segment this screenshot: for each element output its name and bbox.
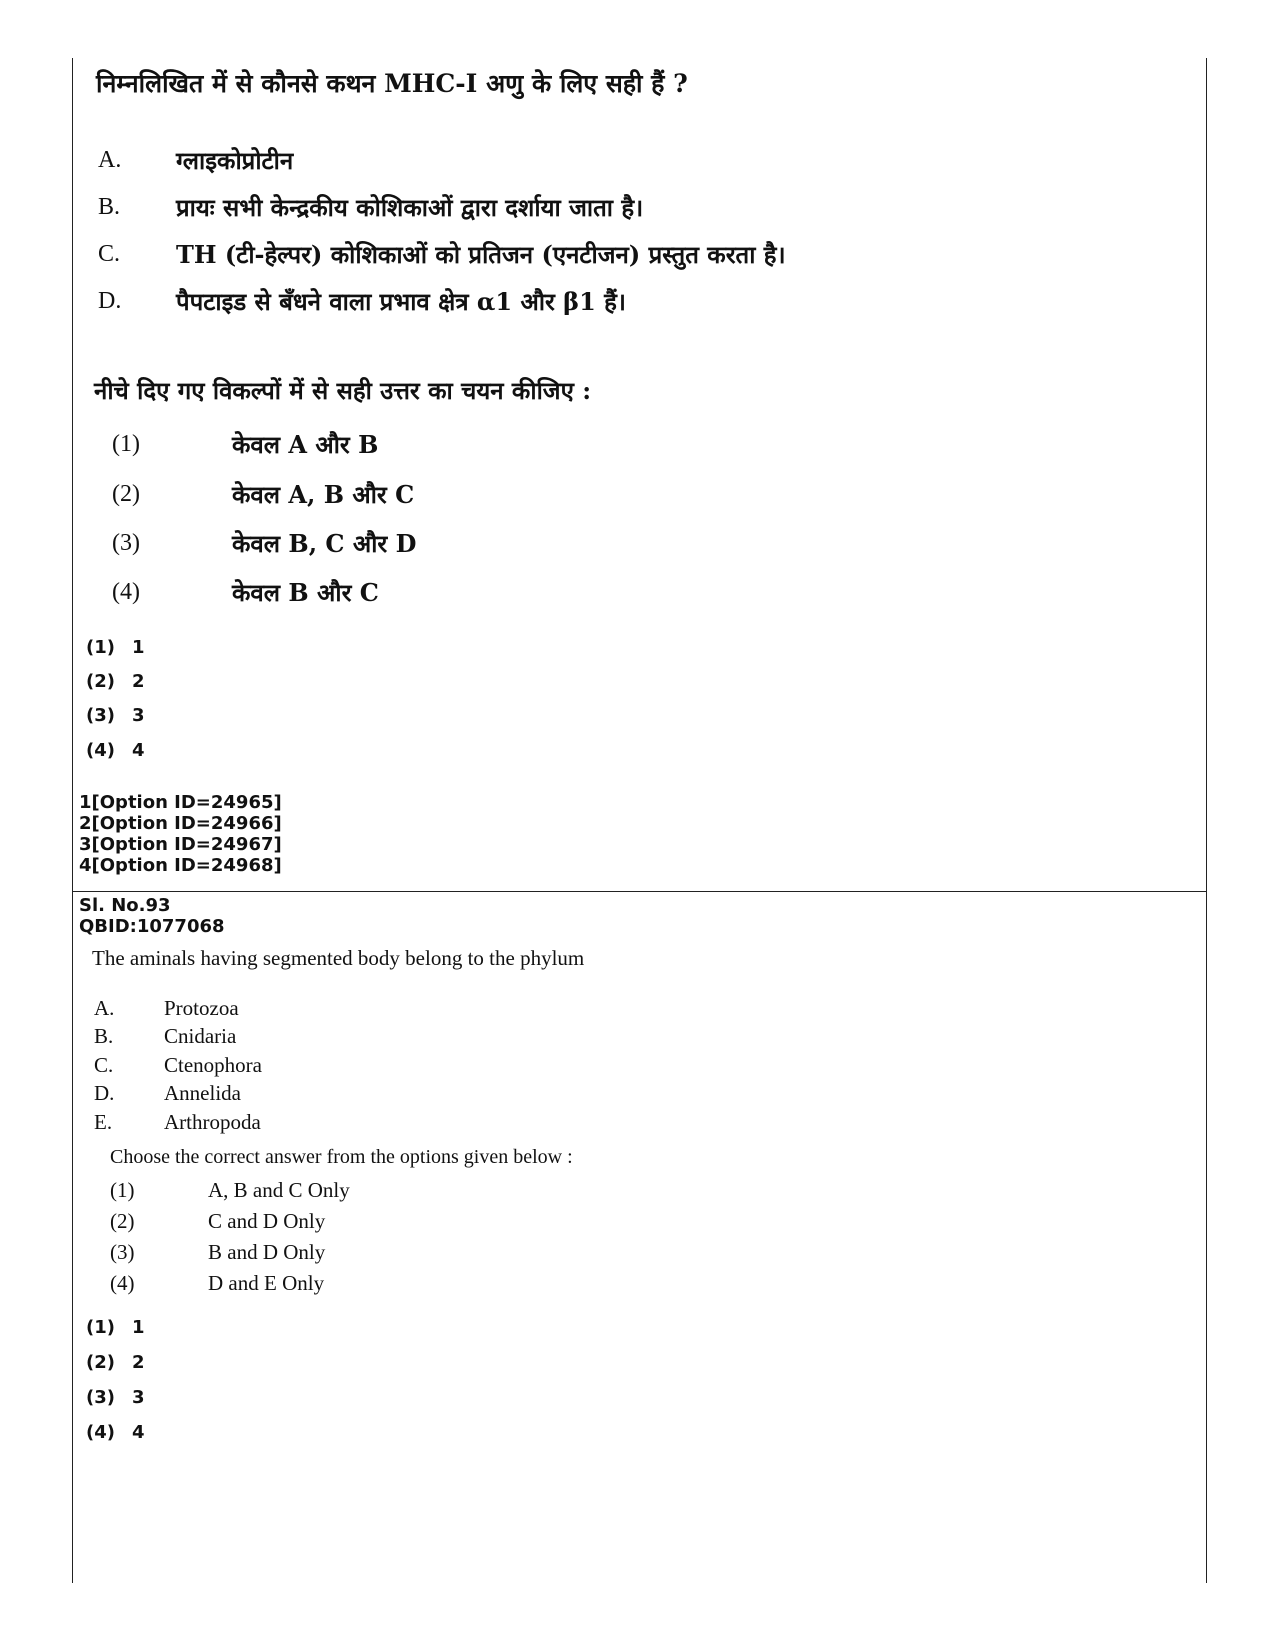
q92-stem: निम्नलिखित में से कौनसे कथन MHC-I अणु के लिए सही हैं ? <box>96 69 688 98</box>
statement-text: Ctenophora <box>164 1052 262 1077</box>
option-number: (1) <box>110 1177 135 1202</box>
answer-number: (1) <box>86 1317 115 1338</box>
statement-text: Arthropoda <box>164 1109 261 1134</box>
option-number: (3) <box>110 1239 135 1264</box>
q93-answer-4[interactable] <box>86 1422 145 1443</box>
q93-option-4 <box>110 1268 324 1298</box>
q92-option-4 <box>112 572 379 612</box>
answer-value: 1 <box>132 1317 145 1338</box>
statement-text: पैपटाइड से बँधने वाला प्रभाव क्षेत्र α1 और β1 हैं। <box>176 286 627 316</box>
answer-value: 1 <box>132 637 145 658</box>
q92-option-3 <box>112 523 416 563</box>
q92-answer-1[interactable] <box>86 637 145 658</box>
answer-value: 2 <box>132 1352 145 1373</box>
statement-text: ग्लाइकोप्रोटीन <box>176 145 294 175</box>
option-number: (3) <box>112 529 140 556</box>
statement-label: A. <box>98 146 122 173</box>
statement-label: B. <box>98 193 121 220</box>
serial-number: Sl. No.93 <box>79 895 171 916</box>
answer-number: (4) <box>86 1422 115 1443</box>
answer-value: 3 <box>132 1387 145 1408</box>
q93-statement-a <box>94 994 239 1022</box>
statement-text: Protozoa <box>164 995 239 1020</box>
q92-option-2 <box>112 474 414 514</box>
statement-text: Cnidaria <box>164 1023 237 1048</box>
q92-statement-c <box>98 234 786 274</box>
answer-number: (2) <box>86 1352 115 1373</box>
statement-text: TH (टी-हेल्पर) कोशिकाओं को प्रतिजन (एनटीजन) प्रस्तुत करता है। <box>176 239 786 269</box>
option-text: केवल A और B <box>232 429 379 459</box>
option-text: C and D Only <box>208 1208 326 1233</box>
question-divider <box>72 891 1206 892</box>
answer-number: (1) <box>86 637 115 658</box>
option-text: A, B and C Only <box>208 1177 350 1202</box>
q92-option-1 <box>112 424 378 464</box>
q93-answer-2[interactable] <box>86 1352 145 1373</box>
q93-statement-b <box>94 1022 236 1050</box>
option-id: 2[Option ID=24966] <box>79 813 282 834</box>
option-text: केवल A, B और C <box>232 479 415 509</box>
statement-label: E. <box>94 1109 113 1134</box>
q92-choose-instruction: नीचे दिए गए विकल्पों में से सही उत्तर का चयन कीजिए : <box>94 376 592 405</box>
q93-option-2 <box>110 1206 325 1236</box>
q93-statement-d <box>94 1079 241 1107</box>
q93-option-1 <box>110 1175 350 1205</box>
option-number: (2) <box>110 1208 135 1233</box>
statement-label: C. <box>94 1052 114 1077</box>
statement-label: D. <box>98 287 122 314</box>
q93-meta <box>79 895 225 937</box>
q92-statement-a <box>98 140 293 180</box>
option-text: केवल B, C और D <box>232 528 417 558</box>
q92-answer-4[interactable] <box>86 740 145 761</box>
statement-label: A. <box>94 995 115 1020</box>
option-number: (2) <box>112 480 140 507</box>
q92-answer-2[interactable] <box>86 671 145 692</box>
option-id: 4[Option ID=24968] <box>79 855 282 876</box>
option-number: (1) <box>112 430 140 457</box>
statement-text: प्रायः सभी केन्द्रकीय कोशिकाओं द्वारा दर्शाया जाता है। <box>176 192 644 222</box>
answer-number: (3) <box>86 1387 115 1408</box>
q92-option-ids <box>79 792 282 876</box>
q92-statement-b <box>98 187 643 227</box>
answer-number: (3) <box>86 705 115 726</box>
q92-answer-3[interactable] <box>86 705 145 726</box>
q93-answer-1[interactable] <box>86 1317 145 1338</box>
answer-value: 4 <box>132 1422 145 1443</box>
statement-label: D. <box>94 1080 115 1105</box>
option-text: B and D Only <box>208 1239 326 1264</box>
answer-value: 2 <box>132 671 145 692</box>
q93-option-3 <box>110 1237 325 1267</box>
answer-value: 3 <box>132 705 145 726</box>
statement-text: Annelida <box>164 1080 241 1105</box>
q93-stem: The aminals having segmented body belong to the phylum <box>92 946 585 970</box>
answer-number: (2) <box>86 671 115 692</box>
q93-answer-3[interactable] <box>86 1387 145 1408</box>
answer-value: 4 <box>132 740 145 761</box>
option-text: D and E Only <box>208 1270 325 1295</box>
statement-label: C. <box>98 240 121 267</box>
q92-statement-d <box>98 281 626 321</box>
option-id: 3[Option ID=24967] <box>79 834 282 855</box>
statement-label: B. <box>94 1023 114 1048</box>
option-number: (4) <box>110 1270 135 1295</box>
q93-statement-c <box>94 1051 262 1079</box>
q93-statement-e <box>94 1108 261 1136</box>
option-number: (4) <box>112 578 140 605</box>
q93-choose-instruction: Choose the correct answer from the options given below : <box>110 1146 573 1168</box>
answer-number: (4) <box>86 740 115 761</box>
option-text: केवल B और C <box>232 577 379 607</box>
option-id: 1[Option ID=24965] <box>79 792 282 813</box>
qbid: QBID:1077068 <box>79 916 225 937</box>
